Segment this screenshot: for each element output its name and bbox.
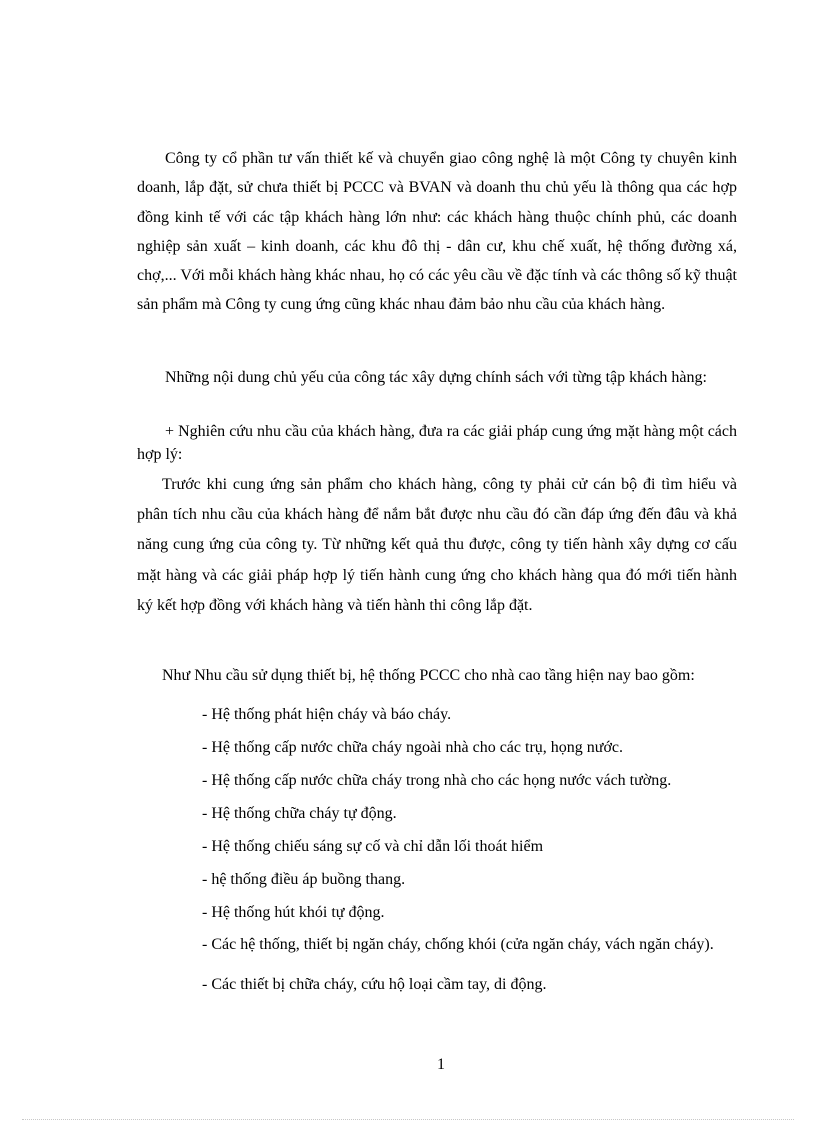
page-number: 1 (437, 1056, 445, 1073)
list-item: - hệ thống điều áp buồng thang. (202, 871, 406, 888)
paragraph-company-intro: Công ty cổ phần tư vấn thiết kế và chuyển giao công nghệ là một Công ty chuyên kinh doanh, lắp đặt, sử chưa thiết bị PCCC và BVAN và doanh thu chủ yếu là thông qua các hợp đồng kinh tế với các tập khách hàng lớn như: các khách hàng thuộc chính phủ, các doanh nghiệp sản xuất – kinh doanh, các khu đô thị - dân cư, khu chế xuất, hệ thống đường xá, chợ,... Với mỗi khách hàng khác nhau, họ có các yêu cầu về đặc tính và các thông số kỹ thuật sản phẩm mà Công ty cung ứng cũng khác nhau đảm bảo nhu cầu của khách hàng. (137, 150, 737, 314)
list-item: - Hệ thống cấp nước chữa cháy trong nhà cho các họng nước vách tường. (202, 772, 672, 789)
list-item: - Hệ thống chữa cháy tự động. (202, 805, 397, 822)
paragraph-supply-process: Trước khi cung ứng sản phẩm cho khách hàng, công ty phải cử cán bộ đi tìm hiểu và phân tích nhu cầu của khách hàng để nắm bắt được nhu cầu đó cần đáp ứng đến đâu và khả năng cung ứng của công ty. Từ những kết quả thu được, công ty tiến hành xây dựng cơ cấu mặt hàng và các giải pháp hợp lý tiến hành cung ứng cho khách hàng qua đó mới tiến hành ký kết hợp đồng với khách hàng và tiến hành thi công lắp đặt. (137, 476, 737, 614)
list-item: - Hệ thống phát hiện cháy và báo cháy. (202, 706, 452, 723)
list-item: - Các hệ thống, thiết bị ngăn cháy, chống khói (cửa ngăn cháy, vách ngăn cháy). (202, 936, 714, 953)
paragraph-policy-content: Những nội dung chủ yếu của công tác xây dựng chính sách với từng tập khách hàng: (165, 369, 707, 386)
paragraph-research-needs: + Nghiên cứu nhu cầu của khách hàng, đưa ra các giải pháp cung ứng mặt hàng một cách hợp lý: (137, 423, 737, 463)
page-bottom-divider (22, 1119, 794, 1120)
list-item: - Hệ thống chiếu sáng sự cố và chỉ dẫn lối thoát hiểm (202, 838, 544, 855)
list-item: - Hệ thống cấp nước chữa cháy ngoài nhà cho các trụ, họng nước. (202, 739, 624, 756)
list-item: - Hệ thống hút khói tự động. (202, 904, 385, 921)
list-item: - Các thiết bị chữa cháy, cứu hộ loại cầm tay, di động. (202, 976, 547, 993)
paragraph-demand-intro: Như Nhu cầu sử dụng thiết bị, hệ thống PCCC cho nhà cao tầng hiện nay bao gồm: (162, 667, 695, 684)
